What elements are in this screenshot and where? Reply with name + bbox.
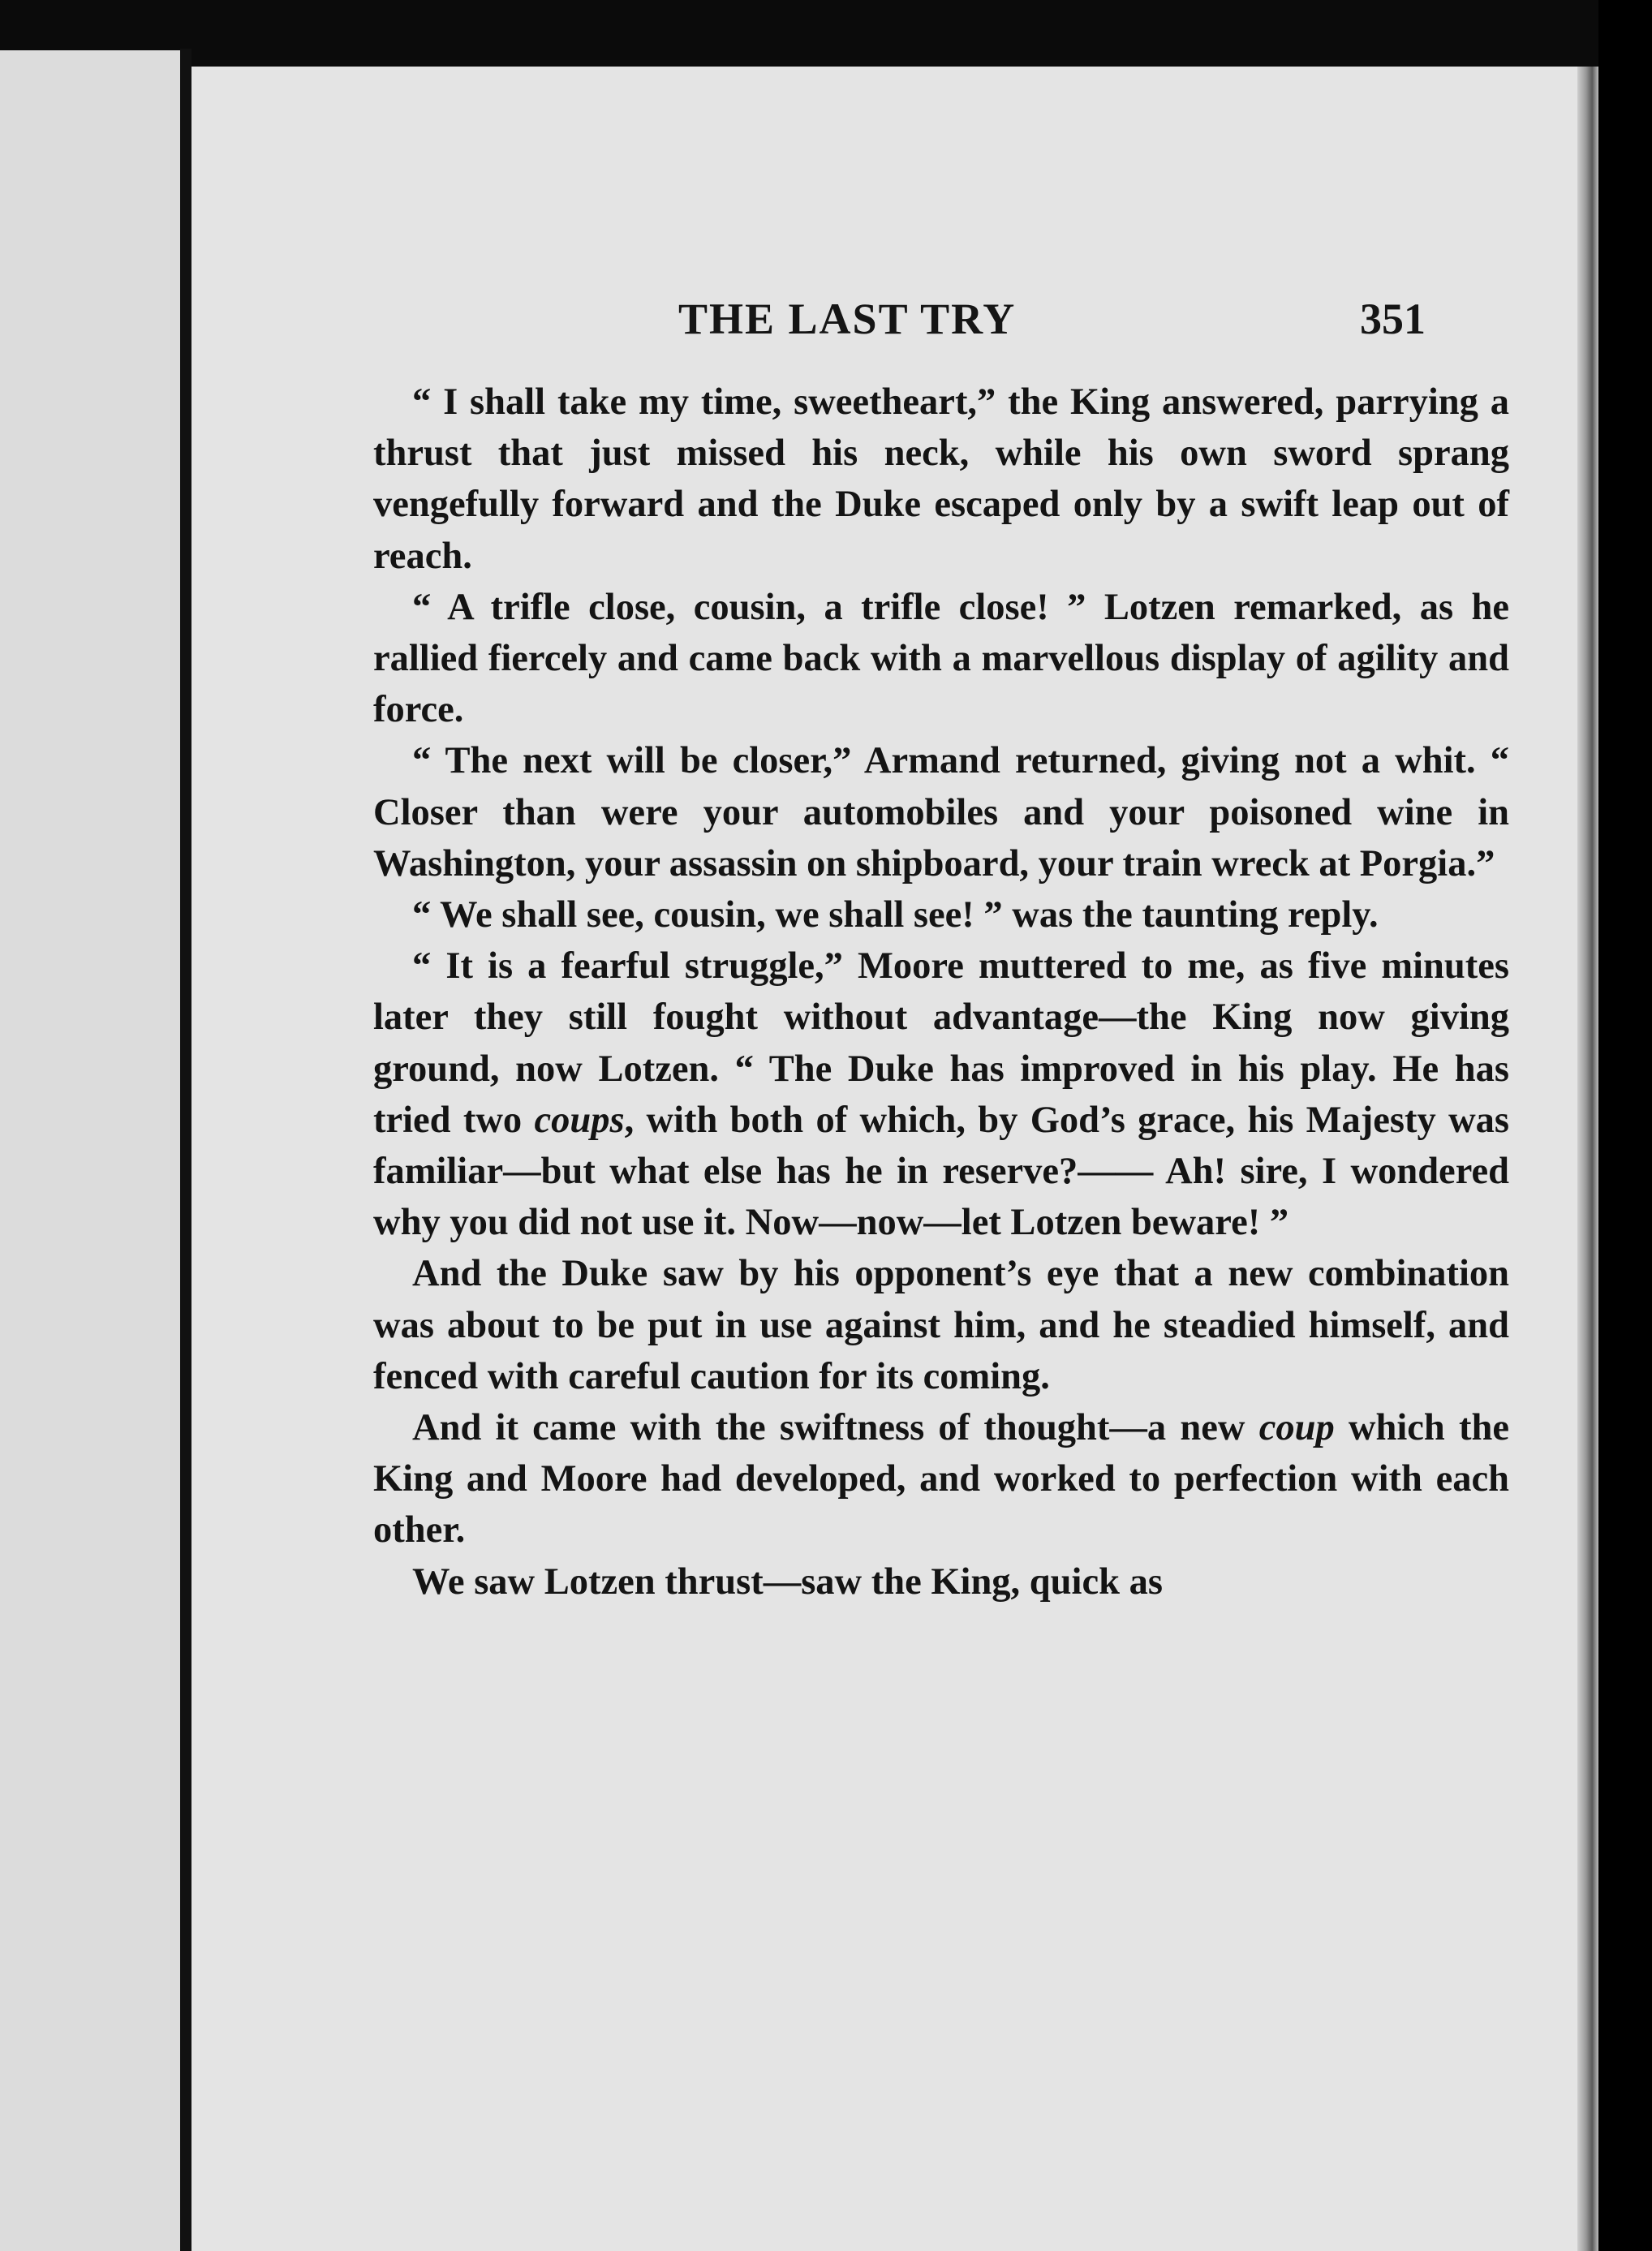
paragraph: And the Duke saw by his opponent’s eye that a new combination was about to be put in use against him, and he steadied himself, and fenced with careful caution for its coming. (373, 1253, 1509, 1397)
paragraph: “ We shall see, cousin, we shall see! ” was the taunting reply. (412, 894, 1379, 936)
page-number: 351 (1360, 295, 1426, 343)
previous-page-edge (0, 50, 180, 2251)
paragraph: “ The next will be closer,” Armand returned, giving not a whit. “ Closer than were your automobiles and your poisoned wine in Washington, your assassin on shipboard, your train wreck at Porgia.” (373, 740, 1509, 884)
paragraph: And it came with the swiftness of thought—a new coup which the King and Moore had developed, and worked to perfection with each other. (373, 1407, 1509, 1552)
chapter-title: THE LAST TRY (678, 295, 1017, 343)
running-head (191, 294, 1598, 351)
italic-word: coups (534, 1099, 625, 1141)
page-edge-shadow (1577, 67, 1598, 2251)
paragraph: “ I shall take my time, sweetheart,” the King answered, parrying a thrust that just missed his neck, while his own sword sprang vengefully forward and the Duke escaped only by a swift leap out of reach. (373, 381, 1509, 577)
paragraph: “ A trifle close, cousin, a trifle close! ” Lotzen remarked, as he rallied fiercely and came back with a marvellous display of agility and force. (373, 586, 1509, 731)
book-page (191, 67, 1598, 2251)
paragraph: We saw Lotzen thrust—saw the King, quick as (412, 1560, 1163, 1603)
italic-word: coup (1258, 1407, 1335, 1449)
body-text (373, 377, 1509, 1608)
scan-border (1598, 0, 1652, 2251)
book-gutter (180, 49, 191, 2251)
paragraph: “ It is a fearful struggle,” Moore muttered to me, as five minutes later they still fought without advantage—the King now giving ground, now Lotzen. “ The Duke has improved in his play. He has tried two coups, with both of which, by God’s grace, his Majesty was familiar—but what else has he in reserve?—— Ah! sire, I wondered why you did not use it. Now—now—let Lotzen beware! ” (373, 945, 1510, 1244)
